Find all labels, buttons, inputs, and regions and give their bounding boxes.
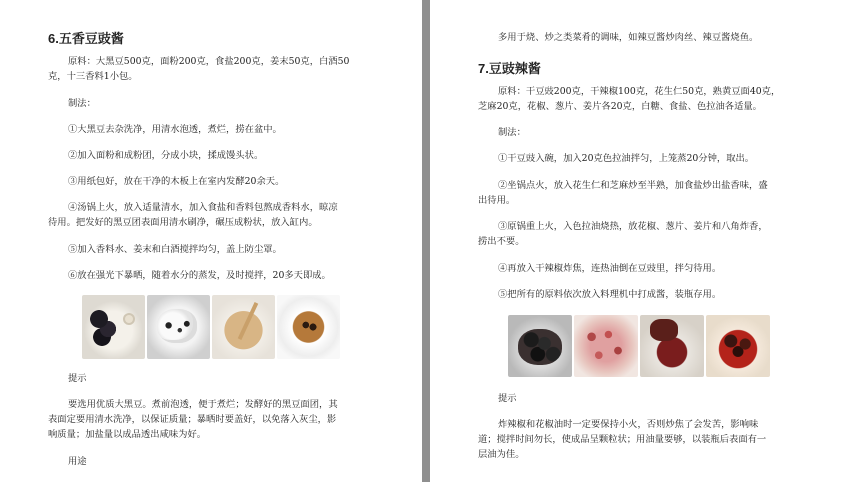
method-label: 制法： [68, 98, 96, 109]
step-1: ①干豆豉入碗，加入20克色拉油拌匀，上笼蒸20分钟，取出。 [498, 153, 755, 164]
tip-line-3: 层油为佳。 [478, 449, 525, 460]
process-photos [508, 315, 770, 377]
photo-fried-chili [640, 315, 704, 377]
recipe-number: 7. [478, 61, 489, 76]
recipe-number: 6. [48, 31, 59, 46]
step-1: ①大黑豆去杂洗净，用清水泡透，煮烂，捞在盆中。 [68, 124, 282, 135]
photo-peanuts-sesame [574, 315, 638, 377]
step-6: ⑥放在强光下暴晒，随着水分的蒸发，及时搅拌，20多天即成。 [68, 270, 331, 281]
tip-line-2: 表面定要用清水洗净，以保证质量；暴晒时要盖好，以免落入灰尘，影 [48, 414, 337, 425]
tip-label: 提示 [68, 373, 87, 384]
use-label: 用途 [68, 456, 87, 467]
photo-steamed-douchi [508, 315, 572, 377]
left-page [0, 0, 422, 482]
step-3: ③用纸包好，放在干净的木板上在室内发酵20余天。 [68, 176, 285, 187]
tip-line-1: 要选用优质大黑豆。煮前泡透，便于煮烂；发酵好的黑豆面团，其 [68, 399, 338, 410]
photo-finished-sauce [277, 295, 340, 359]
step-4: ④再放入干辣椒炸焦，连热油倒在豆豉里，拌匀待用。 [498, 263, 722, 274]
ingredients-line-2: 芝麻20克，花椒、葱片、姜片各20克，白糖、食盐、色拉油各适量。 [478, 101, 762, 112]
photo-finished-chili-sauce [706, 315, 770, 377]
tip-line-1: 炸辣椒和花椒油时一定要保持小火，否则炒焦了会发苦，影响味 [498, 419, 759, 430]
recipe-name: 五香豆豉酱 [58, 32, 124, 47]
ingredients-line-2: 克，十三香料1小包。 [48, 71, 138, 82]
photo-dough-balls [147, 295, 210, 359]
tip-label: 提示 [498, 393, 517, 404]
recipe-title [48, 28, 124, 47]
photo-soaked-beans [82, 295, 145, 359]
step-3-line-2: 捞出不要。 [478, 236, 525, 247]
method-label: 制法： [498, 127, 526, 138]
tip-line-3: 响质量；加盐量以成品透出咸味为好。 [48, 429, 207, 440]
tip-line-2: 道；搅拌时间勿长，使成品呈颗粒状；用油量要够，以装瓶后表面有一 [478, 434, 767, 445]
step-2-line-1: ②坐锅点火，放入花生仁和芝麻炒至半熟，加食盐炒出盐香味，盛 [498, 180, 768, 191]
recipe-name: 豆豉辣酱 [488, 62, 541, 77]
ingredients-line-1: 原料：干豆豉200克，干辣椒100克，花生仁50克，熟黄豆面40克， [498, 86, 781, 97]
recipe-title [478, 58, 541, 77]
photo-stirring-paste [212, 295, 275, 359]
step-2: ②加入面粉和成粉团，分成小块，揉成馒头状。 [68, 150, 264, 161]
process-photos [82, 295, 340, 359]
step-4-line-2: 待用。把发好的黑豆团表面用清水刷净，碾压成粉状，放入缸内。 [48, 217, 318, 228]
step-5: ⑤把所有的原料依次放入料理机中打成酱，装瓶存用。 [498, 289, 722, 300]
ingredients-line-1: 原料：大黑豆500克，面粉200克，食盐200克，姜末50克，白酒50 [68, 56, 350, 67]
step-3-line-1: ③原锅重上火，入色拉油烧热，放花椒、葱片、姜片和八角炸香， [498, 221, 768, 232]
right-page [430, 0, 851, 482]
step-4-line-1: ④汤锅上火，放入适量清水，加入食盐和香料包熬成香料水，晾凉 [68, 202, 338, 213]
use-text: 多用于烧、炒之类菜肴的调味，如辣豆酱炒肉丝、辣豆酱烧鱼。 [498, 32, 759, 43]
step-5: ⑤加入香料水、姜末和白酒搅拌均匀，盖上防尘罩。 [68, 244, 282, 255]
step-2-line-2: 出待用。 [478, 195, 516, 206]
